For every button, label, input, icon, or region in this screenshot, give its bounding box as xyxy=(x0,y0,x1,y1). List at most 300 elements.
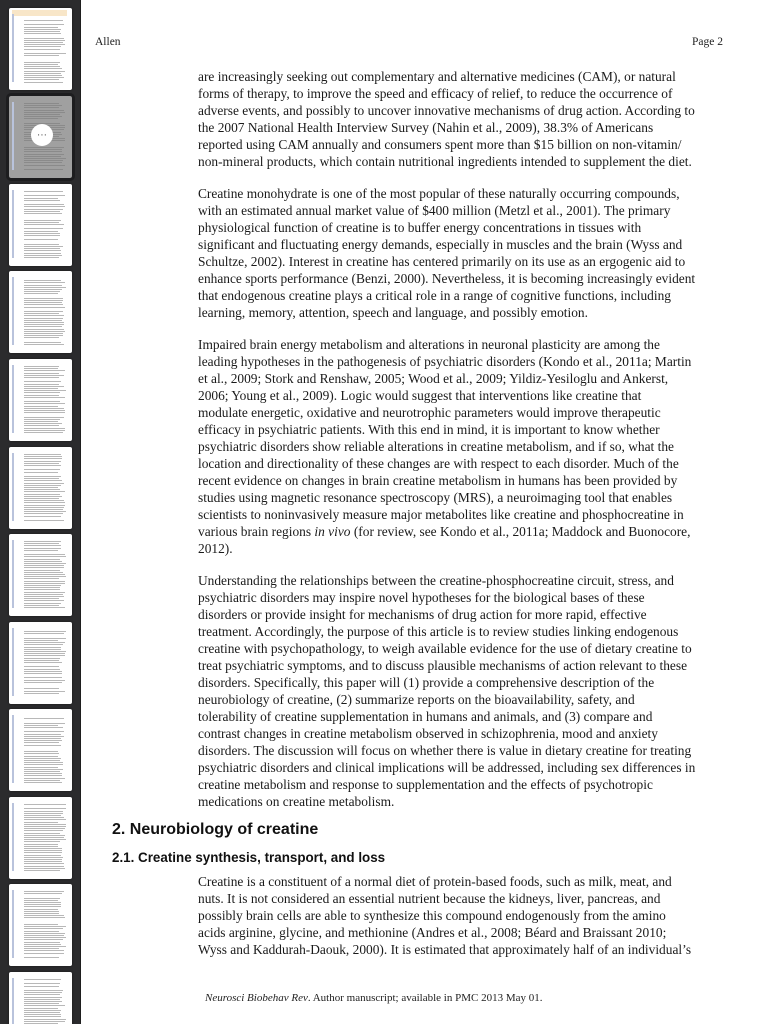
thumbnail-text-line xyxy=(24,596,64,597)
thumbnail-text-line xyxy=(24,824,66,825)
thumbnail-text-line xyxy=(24,500,64,501)
text-line: treatment. Accordingly, the purpose of this article is to review studies linking endogenous xyxy=(198,624,679,639)
thumbnail-margin-bar xyxy=(12,14,14,82)
thumbnail-text-line xyxy=(24,986,59,987)
text-line: Understanding the relationships between the creatine-phosphocreatine circuit, stress, and xyxy=(198,573,674,588)
text-line: tolerability of creatine supplementation in humans and animals, and (3) compare and xyxy=(198,709,653,724)
thumbnail-text-line xyxy=(24,863,64,864)
page-thumbnail-4[interactable] xyxy=(9,271,72,353)
thumbnail-text-line xyxy=(24,397,65,398)
thumbnail-text-line xyxy=(24,817,64,818)
text-line: et al., 2009; Stork and Renshaw, 2005; Wood et al., 2009; Yildiz-Yesiloglu and Ankerst, xyxy=(198,371,669,386)
text-line: modulate energetic, oxidative and neurotrophic parameters would improve therapeutic xyxy=(198,405,661,420)
text-line: enhance sports performance (Benzi, 2000). Nevertheless, it is becoming increasingly evident xyxy=(198,271,696,286)
text-line: Schultze, 2002). Interest in creatine has centered primarily on its use as an ergogenic aid to xyxy=(198,254,686,269)
thumbnail-text-line xyxy=(24,957,59,958)
document-page xyxy=(81,0,768,1024)
thumbnail-text-line xyxy=(24,543,59,544)
thumbnail-text-line xyxy=(24,337,59,338)
thumbnail-text-line xyxy=(24,513,63,514)
thumbnail-text-line xyxy=(24,425,59,426)
thumbnail-text-line xyxy=(24,671,62,672)
page-thumbnail-1[interactable] xyxy=(9,8,72,90)
thumbnail-text-line xyxy=(24,780,60,781)
thumbnail-text-line xyxy=(24,594,63,595)
thumbnail-text-line xyxy=(24,841,60,842)
thumbnail-text-line xyxy=(24,509,63,510)
thumbnail-text-line xyxy=(24,79,59,80)
thumbnail-text-line xyxy=(24,607,65,608)
thumbnail-text-line xyxy=(24,248,60,249)
thumbnail-text-line xyxy=(24,906,61,907)
thumbnail-text-line xyxy=(24,762,63,763)
thumbnail-text-line xyxy=(24,756,58,757)
thumbnail-text-line xyxy=(24,1001,62,1002)
thumbnail-text-line xyxy=(24,169,63,170)
thumbnail-text-line xyxy=(24,412,65,413)
page-thumbnail-sidebar[interactable] xyxy=(0,0,80,1024)
text-line: that endogenous creatine plays a critical role in a range of cognitive functions, including xyxy=(198,288,671,303)
text-line: adverse events, and possibly to uncover innovative mechanisms of drug action. According to xyxy=(198,103,695,118)
thumbnail-text-line xyxy=(24,554,65,555)
thumbnail-text-line xyxy=(24,388,58,389)
thumbnail-text-line xyxy=(24,235,60,236)
thumbnail-text-line xyxy=(24,541,61,542)
text-line: forms of therapy, to improve the speed and efficacy of relief, to reduce the occurrence of xyxy=(198,86,673,101)
thumbnail-text-line xyxy=(24,848,62,849)
thumbnail-text-line xyxy=(24,300,63,301)
thumbnail-text-line xyxy=(24,680,65,681)
thumbnail-text-line xyxy=(24,633,64,634)
thumbnail-text-line xyxy=(24,20,63,21)
thumbnail-text-line xyxy=(24,924,58,925)
thumbnail-text-line xyxy=(24,285,62,286)
paragraph-creatine-synthesis xyxy=(198,873,758,958)
text-line: medications on creatine metabolism. xyxy=(198,794,395,809)
thumbnail-text-line xyxy=(24,904,61,905)
thumbnail-text-line xyxy=(24,233,60,234)
thumbnail-text-line xyxy=(24,198,58,199)
thumbnail-text-line xyxy=(24,1005,65,1006)
thumbnail-text-line xyxy=(24,574,65,575)
thumbnail-text-line xyxy=(24,638,66,639)
thumbnail-text-line xyxy=(24,870,60,871)
thumbnail-text-line xyxy=(24,103,59,104)
thumbnail-text-line xyxy=(24,859,62,860)
thumbnail-text-line xyxy=(24,428,65,429)
thumbnail-text-line xyxy=(24,767,58,768)
thumbnail-text-line xyxy=(24,598,59,599)
text-line: Impaired brain energy metabolism and alterations in neuronal plasticity are among the xyxy=(198,337,660,352)
thumbnail-text-line xyxy=(24,211,60,212)
thumbnail-text-line xyxy=(24,909,58,910)
thumbnail-text-line xyxy=(24,373,59,374)
thumbnail-text-line xyxy=(24,545,61,546)
page-thumbnail-2[interactable] xyxy=(9,96,72,178)
italic-term: in vivo xyxy=(314,524,351,539)
thumbnail-text-line xyxy=(24,66,60,67)
thumbnail-text-line xyxy=(24,456,62,457)
thumbnail-text-line xyxy=(24,64,58,65)
thumbnail-margin-bar xyxy=(12,978,14,1024)
thumbnail-text-line xyxy=(24,408,64,409)
footer-journal-name: Neurosci Biobehav Rev xyxy=(205,992,308,1004)
thumbnail-text-line xyxy=(24,213,62,214)
text-line: the 2007 National Health Interview Survey (Nahin et al., 2009), 38.3% of Americans xyxy=(198,120,654,135)
page-thumbnail-8[interactable] xyxy=(9,622,72,704)
thumbnail-text-line xyxy=(24,1003,59,1004)
thumbnail-text-line xyxy=(24,220,61,221)
thumbnail-text-line xyxy=(24,911,59,912)
thumbnail-text-line xyxy=(24,691,65,692)
thumbnail-text-line xyxy=(24,253,61,254)
thumbnail-text-line xyxy=(24,49,60,50)
thumbnail-text-line xyxy=(24,282,65,283)
text-line: creatine with psychopathology, to weigh available evidence for the use of dietary creatine to xyxy=(198,641,692,656)
thumbnail-text-line xyxy=(24,33,61,34)
paragraph-article-purpose xyxy=(198,572,758,810)
thumbnail-text-line xyxy=(24,390,66,391)
thumbnail-text-line xyxy=(24,71,65,72)
thumbnail-text-line xyxy=(24,423,62,424)
thumbnail-text-line xyxy=(24,900,58,901)
thumbnail-text-line xyxy=(24,751,58,752)
thumbnail-text-line xyxy=(24,953,64,954)
thumbnail-text-line xyxy=(24,600,64,601)
page-thumbnail-6[interactable] xyxy=(9,447,72,529)
thumbnail-text-line xyxy=(24,933,65,934)
thumbnail-text-line xyxy=(24,866,64,867)
thumbnail-text-line xyxy=(24,291,60,292)
thumbnail-text-line xyxy=(24,329,64,330)
thumbnail-text-line xyxy=(24,1014,61,1015)
thumbnail-text-line xyxy=(24,419,60,420)
thumbnail-text-line xyxy=(24,403,65,404)
thumbnail-text-line xyxy=(24,771,60,772)
thumbnail-text-line xyxy=(24,107,59,108)
thumbnail-text-line xyxy=(24,565,64,566)
thumbnail-text-line xyxy=(24,1010,61,1011)
text-line: scientists to noninvasively measure major metabolites like creatine and phosphocreatine in xyxy=(198,507,684,522)
thumbnail-text-line xyxy=(24,118,58,119)
thumbnail-text-line xyxy=(24,162,62,163)
thumbnail-text-line xyxy=(24,1012,60,1013)
thumbnail-text-line xyxy=(24,677,62,678)
thumbnail-text-line xyxy=(24,73,61,74)
thumbnail-text-line xyxy=(24,465,61,466)
thumbnail-text-line xyxy=(24,660,59,661)
body-text-section-2-1 xyxy=(198,873,758,973)
thumbnail-text-line xyxy=(24,731,64,732)
thumbnail-text-line xyxy=(24,563,66,564)
thumbnail-text-line xyxy=(24,644,63,645)
thumbnail-text-line xyxy=(24,651,66,652)
thumbnail-text-line xyxy=(24,46,61,47)
text-line: disorders. The discussion will focus on whether there is value in dietary creatine for treating xyxy=(198,743,692,758)
more-options-icon[interactable]: ⋯ xyxy=(31,124,53,146)
thumbnail-text-line xyxy=(24,727,63,728)
thumbnail-text-line xyxy=(24,928,63,929)
thumbnail-margin-bar xyxy=(12,715,14,783)
thumbnail-text-line xyxy=(24,891,64,892)
thumbnail-text-line xyxy=(24,432,63,433)
text-line: Creatine is a constituent of a normal diet of protein-based foods, such as milk, meat, and xyxy=(198,874,672,889)
thumbnail-text-line xyxy=(24,315,64,316)
thumbnail-text-line xyxy=(24,942,60,943)
paragraph-impaired-energy-metabolism xyxy=(198,336,758,557)
text-line: leading hypotheses in the pathogenesis of psychiatric disorders (Kondo et al., 2011a; Martin xyxy=(198,354,692,369)
thumbnail-text-line xyxy=(24,505,65,506)
thumbnail-text-line xyxy=(24,931,59,932)
thumbnail-text-line xyxy=(24,487,58,488)
thumbnail-text-line xyxy=(24,603,61,604)
thumbnail-text-line xyxy=(24,165,65,166)
thumbnail-text-line xyxy=(24,647,61,648)
thumbnail-text-line xyxy=(24,808,66,809)
body-text-upper xyxy=(198,68,758,825)
thumbnail-text-line xyxy=(24,289,62,290)
thumbnail-text-line xyxy=(24,375,64,376)
thumbnail-text-line xyxy=(24,852,62,853)
thumbnail-text-line xyxy=(24,548,61,549)
thumbnail-text-line xyxy=(24,997,62,998)
thumbnail-text-line xyxy=(24,29,61,30)
thumbnail-margin-bar xyxy=(12,365,14,433)
thumbnail-text-line xyxy=(24,386,64,387)
thumbnail-text-line xyxy=(24,742,59,743)
thumbnail-text-line xyxy=(24,401,60,402)
thumbnail-text-line xyxy=(24,42,63,43)
thumbnail-margin-bar xyxy=(12,102,14,170)
thumbnail-text-line xyxy=(24,944,61,945)
page-footer-citation xyxy=(205,992,543,1004)
text-line: significant and fluctuating energy demands, especially in muscles and the brain (Wyss and xyxy=(198,237,683,252)
thumbnail-text-line xyxy=(24,463,59,464)
thumbnail-text-line xyxy=(24,839,66,840)
thumbnail-text-line xyxy=(24,77,64,78)
page-thumbnail-10[interactable] xyxy=(9,797,72,879)
thumbnail-text-line xyxy=(24,778,65,779)
thumbnail-text-line xyxy=(24,498,59,499)
thumbnail-margin-bar xyxy=(12,803,14,871)
thumbnail-text-line xyxy=(24,662,62,663)
thumbnail-text-line xyxy=(24,200,60,201)
thumbnail-text-line xyxy=(24,158,66,159)
thumbnail-text-line xyxy=(24,589,60,590)
text-line: physiological function of creatine is to buffer energy concentrations in tissues with xyxy=(198,220,642,235)
thumbnail-text-line xyxy=(24,293,58,294)
thumbnail-text-line xyxy=(24,764,63,765)
thumbnail-text-line xyxy=(24,585,61,586)
page-thumbnail-7[interactable] xyxy=(9,534,72,616)
thumbnail-text-line xyxy=(24,250,61,251)
text-line: treat psychiatric symptoms, and to discuss plausible mechanisms of action relevant to these xyxy=(198,658,688,673)
thumbnail-text-line xyxy=(24,112,65,113)
text-line: psychiatric disorders may inspire novel hypotheses for the biological bases of these xyxy=(198,590,645,605)
thumbnail-text-line xyxy=(24,561,62,562)
thumbnail-text-line xyxy=(24,110,64,111)
thumbnail-text-line xyxy=(24,813,63,814)
thumbnail-text-line xyxy=(24,511,66,512)
thumbnail-text-line xyxy=(24,195,65,196)
thumbnail-text-line xyxy=(24,587,60,588)
thumbnail-text-line xyxy=(24,946,66,947)
thumbnail-text-line xyxy=(24,209,63,210)
text-line: efficacy in psychiatric patients. With this end in mind, it is important to know whether xyxy=(198,422,660,437)
thumbnail-text-line xyxy=(24,572,63,573)
text-line: disorders or provide insight for mechanisms of drug action for more rapid, effective xyxy=(198,607,647,622)
thumbnail-text-line xyxy=(24,1019,66,1020)
thumbnail-text-line xyxy=(24,999,60,1000)
thumbnail-text-line xyxy=(24,154,64,155)
page-thumbnail-3[interactable] xyxy=(9,184,72,266)
thumbnail-text-line xyxy=(24,567,64,568)
thumbnail-text-line xyxy=(24,642,65,643)
thumbnail-text-line xyxy=(24,298,63,299)
thumbnail-text-line xyxy=(24,246,63,247)
text-line: 2012). xyxy=(198,541,233,556)
thumbnail-text-line xyxy=(24,693,59,694)
thumbnail-text-line xyxy=(24,926,66,927)
text-line: with an estimated annual market value of $400 million (Metzl et al., 2001). The primary xyxy=(198,203,671,218)
footer-availability-text: . Author manuscript; available in PMC 2013 May 01. xyxy=(307,992,543,1004)
thumbnail-text-line xyxy=(24,204,64,205)
thumbnail-text-line xyxy=(24,304,63,305)
thumbnail-text-line xyxy=(24,280,61,281)
thumbnail-text-line xyxy=(24,570,60,571)
thumbnail-text-line xyxy=(24,855,61,856)
paragraph-cam-intro xyxy=(198,68,758,170)
thumbnail-text-line xyxy=(24,384,59,385)
thumbnail-text-line xyxy=(24,740,62,741)
text-line: 2006; Young et al., 2009). Logic would suggest that interventions like creatine that xyxy=(198,388,642,403)
thumbnail-text-line xyxy=(24,27,58,28)
thumbnail-text-line xyxy=(24,105,62,106)
thumbnail-text-line xyxy=(24,507,64,508)
thumbnail-text-line xyxy=(24,828,65,829)
page-thumbnail-5[interactable] xyxy=(9,359,72,441)
subsection-heading: 2.1. Creatine synthesis, transport, and loss xyxy=(112,850,386,865)
thumbnail-text-line xyxy=(24,335,63,336)
thumbnail-text-line xyxy=(24,736,64,737)
thumbnail-text-line xyxy=(24,1008,58,1009)
thumbnail-text-line xyxy=(24,850,62,851)
text-line: neurobiology of creatine, (2) summarize reports on the bioavailability, safety, and xyxy=(198,692,635,707)
thumbnail-text-line xyxy=(24,342,61,343)
paragraph-creatine-monohydrate xyxy=(198,185,758,321)
text-line: reported using CAM annually and consumers spent more than $15 billion on non-vitamin/ xyxy=(198,137,682,152)
thumbnail-text-line xyxy=(24,520,64,521)
thumbnail-text-line xyxy=(24,992,62,993)
thumbnail-text-line xyxy=(24,472,58,473)
thumbnail-text-line xyxy=(24,688,59,689)
thumbnail-text-line xyxy=(24,491,65,492)
text-line: Wyss and Kaddurah-Daouk, 2000). It is estimated that approximately half of an individual’s xyxy=(198,942,692,957)
thumbnail-text-line xyxy=(24,244,59,245)
thumbnail-text-line xyxy=(24,147,64,148)
thumbnail-text-line xyxy=(24,485,61,486)
thumbnail-text-line xyxy=(24,116,62,117)
text-line: possibly brain cells are able to synthesize this compound endogenously from the amino xyxy=(198,908,666,923)
thumbnail-text-line xyxy=(24,773,62,774)
thumbnail-text-line xyxy=(24,937,66,938)
thumbnail-margin-bar xyxy=(12,628,14,696)
thumbnail-text-line xyxy=(24,40,65,41)
thumbnail-text-line xyxy=(24,782,62,783)
thumbnail-text-line xyxy=(24,830,63,831)
thumbnail-text-line xyxy=(24,559,60,560)
page-thumbnail-9[interactable] xyxy=(9,709,72,791)
thumbnail-text-line xyxy=(24,75,62,76)
running-head-author: Allen xyxy=(95,36,121,48)
thumbnail-text-line xyxy=(24,494,60,495)
thumbnail-text-line xyxy=(24,669,60,670)
text-line: location and directionality of these changes are with respect to each disorder. Much of the xyxy=(198,456,679,471)
thumbnail-text-line xyxy=(24,846,58,847)
thumbnail-text-line xyxy=(24,149,62,150)
thumbnail-text-line xyxy=(24,430,65,431)
thumbnail-text-line xyxy=(24,377,59,378)
thumbnail-text-line xyxy=(24,583,65,584)
thumbnail-text-line xyxy=(24,658,60,659)
thumbnail-text-line xyxy=(24,324,64,325)
thumbnail-text-line xyxy=(24,228,63,229)
thumbnail-text-line xyxy=(24,318,63,319)
thumbnail-text-line xyxy=(24,576,66,577)
thumbnail-text-line xyxy=(24,760,60,761)
thumbnail-text-line xyxy=(24,31,60,32)
thumbnail-text-line xyxy=(24,753,59,754)
thumbnail-text-line xyxy=(24,718,64,719)
page-thumbnail-11[interactable] xyxy=(9,884,72,966)
thumbnail-text-line xyxy=(24,191,63,192)
thumbnail-margin-bar xyxy=(12,890,14,958)
text-line: are increasingly seeking out complementary and alternative medicines (CAM), or natural xyxy=(198,69,676,84)
thumbnail-text-line xyxy=(24,322,64,323)
thumbnail-margin-bar xyxy=(12,453,14,521)
thumbnail-text-line xyxy=(24,381,61,382)
thumbnail-text-line xyxy=(24,1016,61,1017)
thumbnail-text-line xyxy=(24,734,61,735)
thumbnail-text-line xyxy=(24,837,64,838)
thumbnail-text-line xyxy=(24,655,65,656)
thumbnail-text-line xyxy=(24,738,61,739)
thumbnail-text-line xyxy=(24,550,58,551)
thumbnail-text-line xyxy=(24,44,65,45)
thumbnail-text-line xyxy=(24,287,66,288)
thumbnail-text-line xyxy=(24,326,62,327)
text-line: contrast changes in creatine metabolism observed in schizophrenia, mood and anxiety xyxy=(198,726,658,741)
thumbnail-text-line xyxy=(24,994,60,995)
thumbnail-text-line xyxy=(24,581,65,582)
thumbnail-text-line xyxy=(24,844,58,845)
thumbnail-text-line xyxy=(24,480,62,481)
thumbnail-text-line xyxy=(24,478,59,479)
thumbnail-text-line xyxy=(24,556,66,557)
text-line: non-mineral products, which contain nutritional ingredients intended to supplement the diet. xyxy=(198,154,692,169)
thumbnail-text-line xyxy=(24,725,58,726)
thumbnail-text-line xyxy=(24,939,63,940)
thumbnail-text-line xyxy=(24,313,59,314)
thumbnail-text-line xyxy=(24,368,58,369)
thumbnail-text-line xyxy=(24,631,66,632)
thumbnail-text-line xyxy=(24,156,61,157)
thumbnail-text-line xyxy=(24,758,61,759)
thumbnail-text-line xyxy=(24,257,59,258)
thumbnail-text-line xyxy=(24,406,58,407)
page-thumbnail-12[interactable] xyxy=(9,972,72,1024)
thumbnail-text-line xyxy=(24,302,62,303)
